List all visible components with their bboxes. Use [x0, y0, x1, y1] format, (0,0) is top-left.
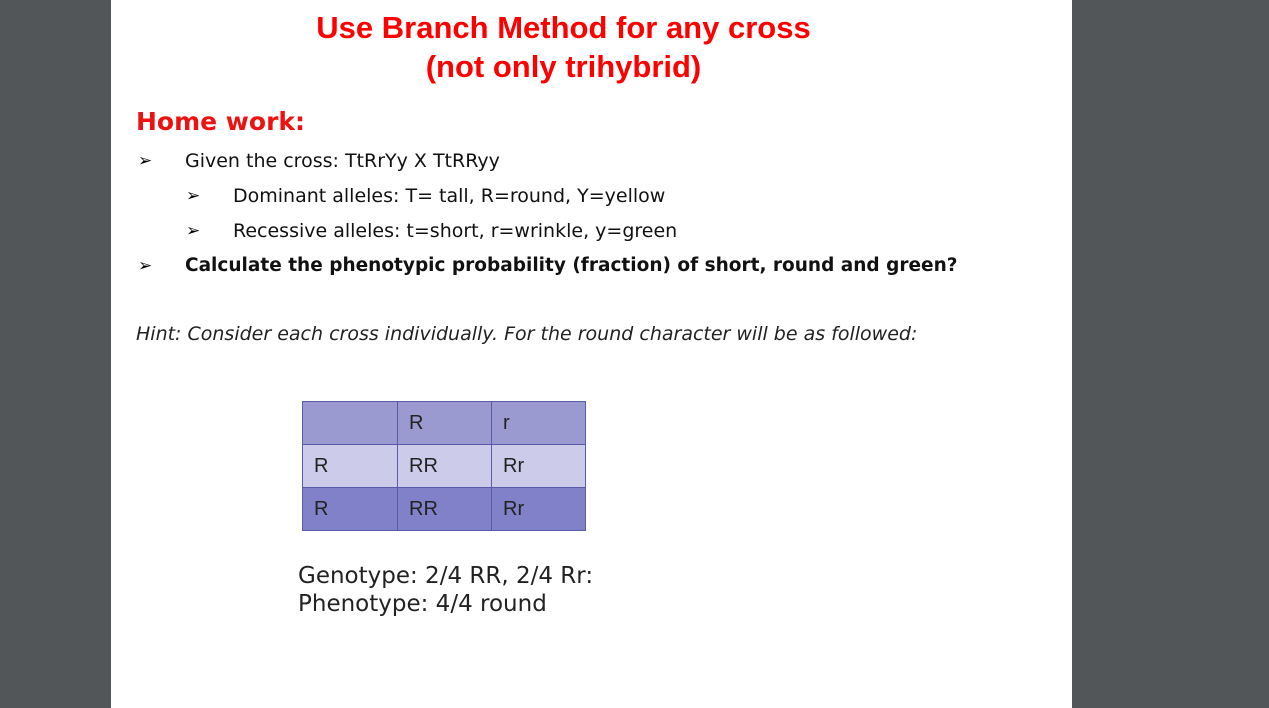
table-corner-cell [303, 402, 398, 445]
bullet-arrow-icon: ➢ [138, 151, 153, 171]
recessive-alleles-text: Recessive alleles: t=short, r=wrinkle, y=green [233, 220, 678, 242]
bullet-arrow-icon: ➢ [186, 221, 201, 241]
bullet-arrow-icon: ➢ [186, 186, 201, 206]
table-row-header-cell: R [303, 488, 398, 531]
hint-text: Hint: Consider each cross individually. For the round character will be as followed: [136, 323, 918, 345]
table-row-header-cell: R [303, 445, 398, 488]
cross-given-text: Given the cross: TtRrYy X TtRRyy [185, 150, 500, 172]
punnett-square-table [302, 401, 586, 531]
table-cell: RR [398, 488, 492, 531]
bullet-arrow-icon: ➢ [138, 256, 153, 276]
table-row [303, 488, 586, 531]
document-page [111, 0, 1072, 708]
table-header-row [303, 402, 586, 445]
homework-heading: Home work: [136, 107, 306, 136]
table-cell: Rr [492, 445, 586, 488]
table-cell: Rr [492, 488, 586, 531]
table-row [303, 445, 586, 488]
table-cell: RR [398, 445, 492, 488]
table-header-cell: r [492, 402, 586, 445]
slide-title-line1: Use Branch Method for any cross [316, 10, 811, 45]
genotype-result: Genotype: 2/4 RR, 2/4 Rr: [298, 563, 594, 589]
question-text: Calculate the phenotypic probability (fraction) of short, round and green? [185, 255, 958, 276]
slide-title-line2: (not only trihybrid) [425, 49, 702, 84]
table-header-cell: R [398, 402, 492, 445]
dominant-alleles-text: Dominant alleles: T= tall, R=round, Y=yellow [233, 185, 666, 207]
phenotype-result: Phenotype: 4/4 round [298, 591, 547, 617]
